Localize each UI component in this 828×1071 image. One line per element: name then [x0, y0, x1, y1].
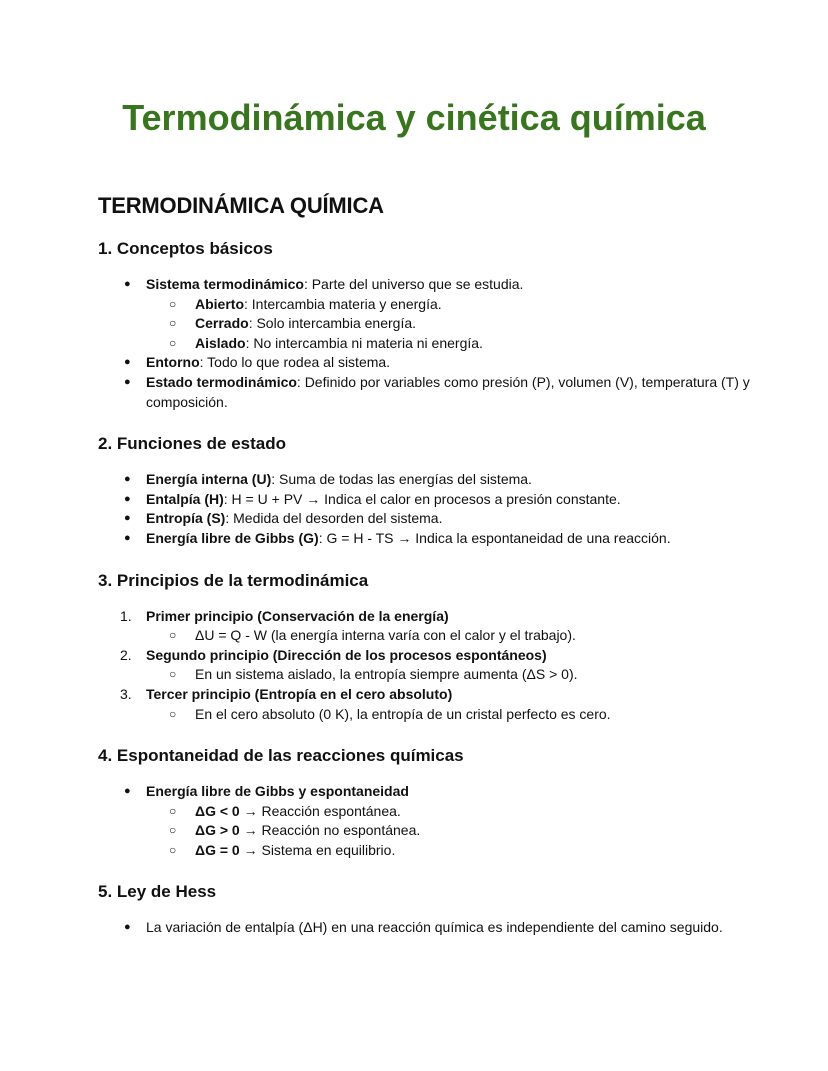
term: Primer principio (Conservación de la energía) [146, 607, 449, 624]
list-item [98, 509, 758, 529]
definition: → Sistema en equilibrio. [239, 841, 396, 858]
definition: : Solo intercambia energía. [248, 315, 417, 332]
definition: : Parte del universo que se estudia. [303, 276, 524, 292]
circle-bullet-icon: ○ [169, 823, 177, 838]
section-funciones-de-estado [98, 432, 758, 548]
bullet-icon: ● [124, 921, 131, 934]
term: Entropía (S) [146, 510, 226, 527]
definition: ΔU = Q - W (la energía interna varía con el calor y el trabajo). [195, 627, 576, 644]
sub-list-item [146, 626, 758, 646]
numbered-list [98, 607, 758, 725]
section-heading: 5. Ley de Hess [98, 882, 217, 902]
term: Abierto [195, 295, 244, 312]
definition: En el cero absoluto (0 K), la entropía de un cristal perfecto es cero. [195, 705, 611, 722]
sub-list-item [146, 334, 758, 354]
list-item [98, 918, 758, 938]
circle-bullet-icon: ○ [169, 628, 177, 643]
bullet-icon: ● [124, 356, 131, 369]
bullet-list [98, 470, 758, 548]
definition: → Reacción espontánea. [239, 802, 401, 819]
definition: : H = U + PV → Indica el calor en procesos a presión constante. [223, 490, 621, 507]
bullet-icon: ● [124, 492, 131, 505]
sub-list-item [146, 841, 758, 861]
bullet-list [98, 918, 758, 938]
list-number: 3. [120, 685, 132, 702]
term: ΔG > 0 [195, 822, 240, 839]
circle-bullet-icon: ○ [169, 335, 177, 350]
section-heading: 3. Principios de la termodinámica [98, 570, 369, 590]
bullet-icon: ● [124, 473, 131, 486]
list-number: 1. [120, 607, 132, 624]
term: Cerrado [195, 315, 249, 332]
definition: : Suma de todas las energías del sistema. [271, 471, 532, 488]
sub-list-item [146, 821, 758, 841]
sub-list [146, 705, 758, 725]
circle-bullet-icon: ○ [169, 316, 177, 331]
definition: : Medida del desorden del sistema. [225, 510, 443, 527]
bullet-icon: ● [124, 375, 131, 388]
bullet-icon: ● [124, 512, 131, 525]
term: Segundo principio (Dirección de los procesos espontáneos) [146, 646, 547, 663]
term: Energía libre de Gibbs y espontaneidad [146, 783, 409, 800]
sub-list-item [146, 295, 758, 315]
sub-list [146, 626, 758, 646]
circle-bullet-icon: ○ [169, 842, 177, 857]
term: Entalpía (H) [146, 490, 224, 507]
circle-bullet-icon: ○ [169, 706, 177, 721]
definition: → Reacción no espontánea. [239, 822, 421, 839]
circle-bullet-icon: ○ [169, 296, 177, 311]
circle-bullet-icon: ○ [169, 803, 177, 818]
list-item [98, 685, 758, 724]
section-principios [98, 569, 758, 725]
sub-list-item [146, 314, 758, 334]
definition: : No intercambia ni materia ni energía. [245, 334, 483, 351]
part-heading: TERMODINÁMICA QUÍMICA [98, 193, 384, 218]
term: Estado termodinámico [146, 373, 297, 390]
bullet-list [98, 275, 758, 412]
term: Entorno [146, 354, 200, 371]
section-espontaneidad [98, 744, 758, 860]
term: ΔG < 0 [195, 802, 240, 819]
definition: En un sistema aislado, la entropía siempre aumenta (ΔS > 0). [195, 666, 578, 683]
term: Energía interna (U) [146, 471, 272, 488]
list-item [98, 607, 758, 646]
section-heading: 1. Conceptos básicos [98, 239, 273, 258]
list-item [98, 782, 758, 860]
list-item [98, 490, 758, 510]
sub-list-item [146, 665, 758, 685]
list-item [98, 373, 758, 412]
document-title: Termodinámica y cinética química [122, 97, 706, 138]
bullet-icon: ● [124, 531, 131, 544]
bullet-icon: ● [124, 278, 131, 290]
sub-list-item [146, 705, 758, 725]
sub-list [146, 665, 758, 685]
term: Tercer principio (Entropía en el cero absoluto) [146, 685, 453, 702]
section-conceptos-basicos [98, 237, 758, 412]
definition: : Todo lo que rodea al sistema. [199, 354, 391, 371]
section-heading: 2. Funciones de estado [98, 434, 286, 454]
circle-bullet-icon: ○ [169, 667, 177, 682]
term: Aislado [195, 334, 246, 351]
sub-list-item [146, 802, 758, 822]
section-ley-de-hess [98, 880, 758, 938]
sub-list [146, 802, 758, 861]
list-number: 2. [120, 646, 132, 663]
bullet-list [98, 782, 758, 860]
definition: La variación de entalpía (ΔH) en una reacción química es independiente del camino seguido. [146, 919, 723, 936]
list-item [98, 529, 758, 549]
bullet-icon: ● [124, 785, 131, 798]
list-item [98, 353, 758, 373]
list-item [98, 275, 758, 353]
list-item [98, 646, 758, 685]
document-body [98, 191, 758, 958]
definition: : G = H - TS → Indica la espontaneidad de una reacción. [318, 529, 671, 546]
term: Energía libre de Gibbs (G) [146, 529, 319, 546]
section-heading: 4. Espontaneidad de las reacciones químicas [98, 746, 464, 766]
sub-list [146, 295, 758, 354]
term: Sistema termodinámico [146, 276, 304, 292]
term: ΔG = 0 [195, 841, 240, 858]
list-item [98, 470, 758, 490]
definition: : Definido por variables como presión (P), volumen (V), temperatura (T) y composición. [146, 373, 750, 410]
definition: : Intercambia materia y energía. [244, 295, 442, 312]
